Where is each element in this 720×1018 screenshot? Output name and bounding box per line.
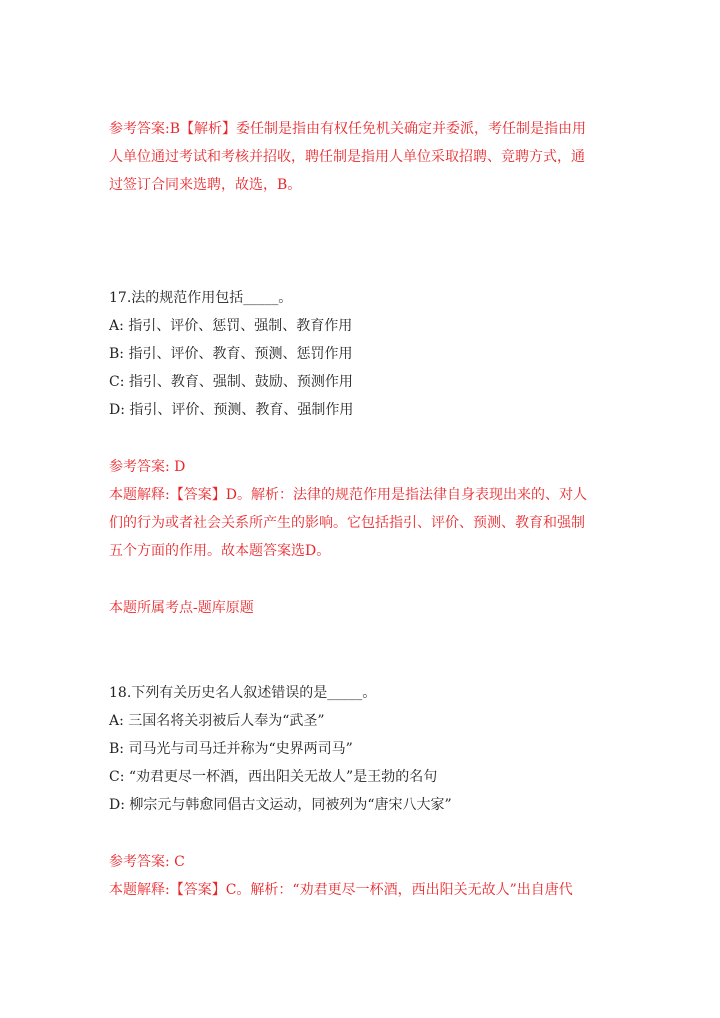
q17-option-b: B: 指引、评价、教育、预测、惩罚作用 bbox=[109, 346, 353, 362]
q17-option-a: A: 指引、评价、惩罚、强制、教育作用 bbox=[109, 318, 353, 334]
q18-stem: 18.下列有关历史名人叙述错误的是_____。 bbox=[109, 685, 377, 701]
q18-explanation-line-1: 本题解释:【答案】C。解析：“劝君更尽一杯酒，西出阳关无故人”出自唐代 bbox=[109, 882, 573, 898]
q17-stem: 17.法的规范作用包括_____。 bbox=[109, 290, 293, 306]
q18-option-d: D: 柳宗元与韩愈同倡古文运动，同被列为“唐宋八大家” bbox=[109, 797, 452, 813]
q18-answer: 参考答案: C bbox=[109, 854, 185, 870]
q17-explanation-line-3: 五个方面的作用。故本题答案选D。 bbox=[109, 543, 331, 559]
q18-option-b: B: 司马光与司马迁并称为“史界两司马” bbox=[109, 741, 353, 757]
q17-option-c: C: 指引、教育、强制、鼓励、预测作用 bbox=[109, 374, 353, 390]
q17-source: 本题所属考点-题库原题 bbox=[109, 600, 254, 616]
q17-option-d: D: 指引、评价、预测、教育、强制作用 bbox=[109, 402, 354, 418]
q17-explanation-line-1: 本题解释:【答案】D。解析：法律的规范作用是指法律自身表现出来的、对人 bbox=[109, 487, 587, 503]
q18-option-c: C: “劝君更尽一杯酒，西出阳关无故人”是王勃的名句 bbox=[109, 769, 438, 785]
q17-explanation-line-2: 们的行为或者社会关系所产生的影响。它包括指引、评价、预测、教育和强制 bbox=[109, 515, 585, 531]
q16-answer-line-3: 过签订合同来选聘，故选，B。 bbox=[109, 177, 302, 193]
q17-answer: 参考答案: D bbox=[109, 459, 186, 475]
q16-answer-line-1: 参考答案:B【解析】委任制是指由有权任免机关确定并委派，考任制是指由用 bbox=[109, 121, 587, 137]
q18-option-a: A: 三国名将关羽被后人奉为“武圣” bbox=[109, 713, 325, 729]
q16-answer-line-2: 人单位通过考试和考核并招收，聘任制是指用人单位采取招聘、竞聘方式，通 bbox=[109, 149, 585, 165]
